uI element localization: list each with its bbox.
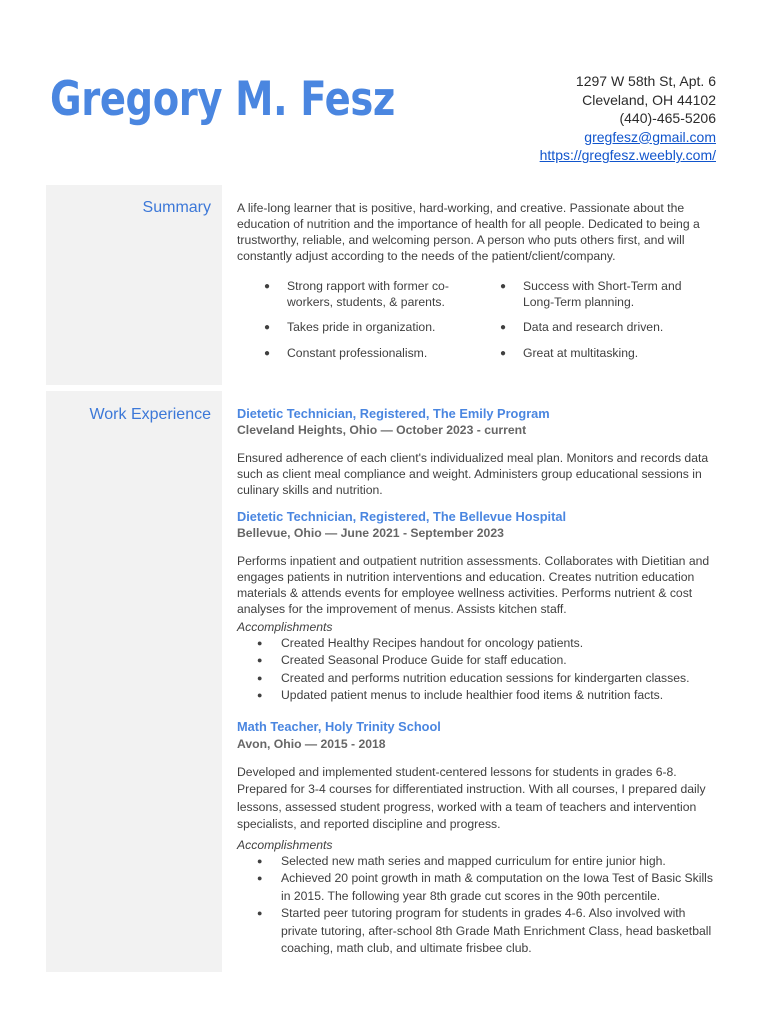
accomplishments-label: Accomplishments [237,620,333,634]
accomplishments-label: Accomplishments [237,838,333,852]
resume-name: Gregory M. Fesz [50,72,395,127]
contact-block [540,72,716,165]
list-item: ● Achieved 20 point growth in math & computation on the Iowa Test of Basic Skills in 2015. The following year 8th grade cut scores in the 90th percentile. [257,870,717,905]
list-item: ● Created and performs nutrition education sessions for kindergarten classes. [257,670,717,687]
skill-item: ● Data and research driven. [500,320,664,334]
skill-item: ● Great at multitasking. [500,346,639,360]
list-item: ● Created Healthy Recipes handout for oncology patients. [257,635,717,652]
list-item: ● Created Seasonal Produce Guide for staff education. [257,652,717,669]
job-location-dates: Cleveland Heights, Ohio — October 2023 - current [237,423,527,437]
list-item: ● Updated patient menus to include healthier food items & nutrition facts. [257,687,717,704]
accomplishments-list [257,635,717,705]
summary-heading: Summary [142,199,211,216]
work-section-sidebar [46,391,222,972]
job-description: Performs inpatient and outpatient nutrition assessments. Collaborates with Dietitian and engages patients in nutrition interventions and education. Creates nutrition education materials & attends events for employee wellness activities. Performs nutrient & cost analyses for the improvement of menus. Assists kitchen staff. [237,554,710,616]
summary-paragraph: A life-long learner that is positive, hard-working, and creative. Passionate about the education of nutrition and the importance of health for all people. Dedicated to being a trustworthy, reliable, and welcoming person. A person who puts others first, and will constantly adjust according to the needs of the patient/client/company. [237,201,700,263]
list-item: ● Selected new math series and mapped curriculum for entire junior high. [257,853,717,870]
job-description: Developed and implemented student-centered lessons for students in grades 6-8. Prepared for 3-4 courses for differentiated instruction. With all courses, I prepared daily lessons, assessed student progress, worked with a team of teachers and intervention specialists, and reported discipline and progress. [237,765,706,832]
list-item: ● Started peer tutoring program for students in grades 4-6. Also involved with private tutoring, after-school 8th Grade Math Enrichment Class, head basketball coaching, math club, and ultimate frisbee club. [257,905,717,957]
job-location-dates: Avon, Ohio — 2015 - 2018 [237,737,386,751]
skill-item: ● Takes pride in organization. [264,320,436,334]
skill-item: ● Success with Short-Term and Long-Term planning. [500,279,682,309]
job-title: Dietetic Technician, Registered, The Emily Program [237,406,550,421]
phone-number: (440)-465-5206 [619,110,716,127]
website-link[interactable]: https://gregfesz.weebly.com/ [539,147,716,164]
address-line-1: 1297 W 58th St, Apt. 6 [575,73,716,89]
job-location-dates: Bellevue, Ohio — June 2021 - September 2023 [237,526,504,540]
accomplishments-list [257,853,717,957]
job-title: Dietetic Technician, Registered, The Bellevue Hospital [237,509,567,524]
address-line-2: Cleveland, OH 44102 [582,91,716,108]
job-title: Math Teacher, Holy Trinity School [237,719,441,734]
skill-item: ● Constant professionalism. [264,346,428,360]
skill-item: ● Strong rapport with former co-workers, students, & parents. [264,279,449,309]
work-experience-heading: Work Experience [89,406,211,423]
job-description: Ensured adherence of each client's individualized meal plan. Monitors and records data such as client meal compliance and weight. Administers group educational sessions in culinary skills and nutrition. [237,451,709,497]
email-link[interactable]: gregfesz@gmail.com [584,128,716,145]
